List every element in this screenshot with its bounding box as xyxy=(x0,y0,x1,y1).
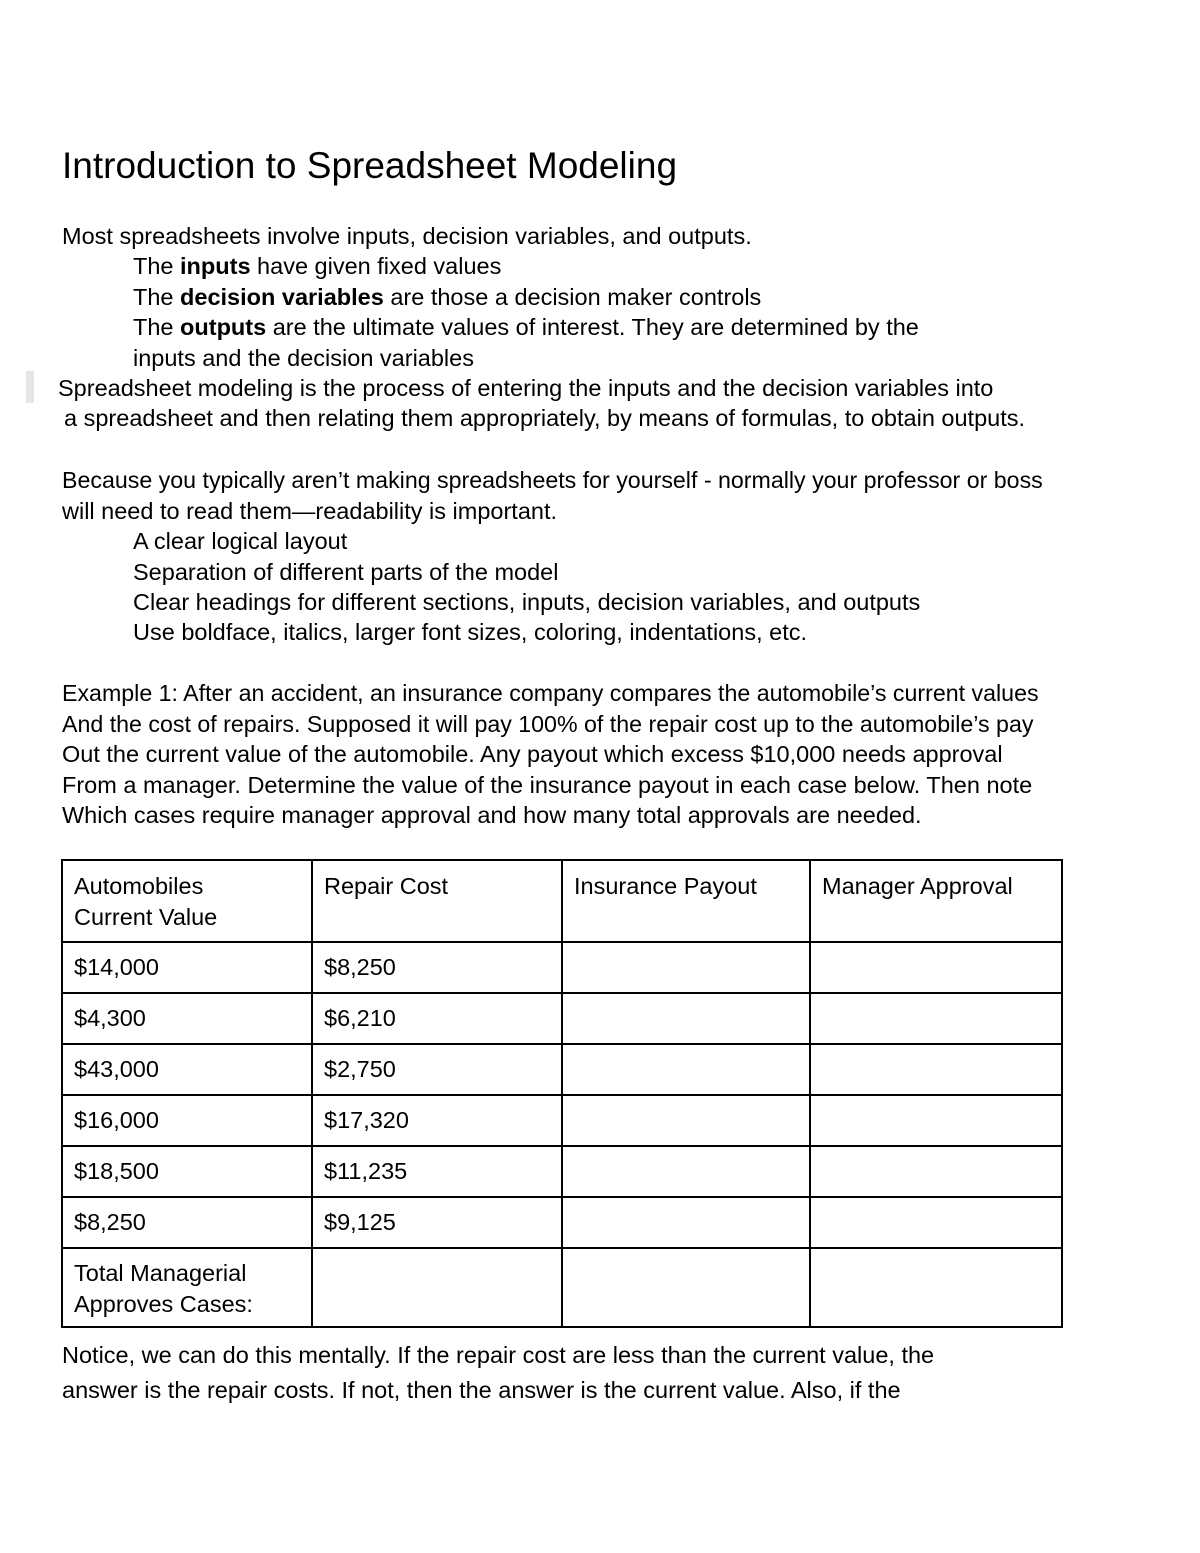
outputs-continuation: inputs and the decision variables xyxy=(133,345,474,371)
total-label-line1: Total Managerial xyxy=(74,1260,247,1286)
readability-line-1: Because you typically aren’t making spreadsheets for yourself - normally your professor or boss xyxy=(62,467,1043,493)
inputs-post: have given fixed values xyxy=(250,253,502,279)
table-total-row xyxy=(62,1248,1062,1327)
table-row xyxy=(62,993,1062,1044)
cell-insurance-payout[interactable] xyxy=(562,1095,810,1146)
readability-item: Use boldface, italics, larger font sizes, coloring, indentations, etc. xyxy=(133,619,808,645)
cell-manager-approval[interactable] xyxy=(810,1044,1062,1095)
decision-pre: The xyxy=(133,284,181,310)
modeling-line-2: a spreadsheet and then relating them appropriately, by means of formulas, to obtain outputs. xyxy=(64,405,1026,431)
cell-current-value: $43,000 xyxy=(62,1044,312,1095)
example-line: Which cases require manager approval and how many total approvals are needed. xyxy=(62,802,922,828)
example-line: From a manager. Determine the value of the insurance payout in each case below. Then note xyxy=(62,772,1033,798)
cell-repair-cost: $2,750 xyxy=(312,1044,562,1095)
inputs-term: inputs xyxy=(180,253,251,279)
page-title: Introduction to Spreadsheet Modeling xyxy=(62,145,678,186)
cell-current-value: $16,000 xyxy=(62,1095,312,1146)
insurance-table xyxy=(61,859,1063,1328)
cell-current-value: $14,000 xyxy=(62,942,312,993)
header-current-value-line2: Current Value xyxy=(74,904,218,930)
header-current-value-line1: Automobiles xyxy=(74,873,204,899)
cell-insurance-payout[interactable] xyxy=(562,942,810,993)
cell-insurance-payout[interactable] xyxy=(562,993,810,1044)
header-insurance-payout: Insurance Payout xyxy=(562,860,810,942)
cell-manager-approval[interactable] xyxy=(810,1197,1062,1248)
readability-item: A clear logical layout xyxy=(133,528,348,554)
cell-current-value: $18,500 xyxy=(62,1146,312,1197)
decision-post: are those a decision maker controls xyxy=(383,284,762,310)
margin-marker xyxy=(26,371,34,403)
outputs-definition xyxy=(133,312,919,342)
table-row xyxy=(62,1146,1062,1197)
table-row xyxy=(62,1044,1062,1095)
readability-line-2: will need to read them—readability is important. xyxy=(62,498,558,524)
intro-line: Most spreadsheets involve inputs, decision variables, and outputs. xyxy=(62,223,752,249)
outputs-term: outputs xyxy=(180,314,267,340)
total-label xyxy=(62,1248,312,1327)
notice-line-1: Notice, we can do this mentally. If the repair cost are less than the current value, the xyxy=(62,1342,935,1368)
cell-repair-cost: $6,210 xyxy=(312,993,562,1044)
cell-manager-approval[interactable] xyxy=(810,993,1062,1044)
readability-item: Separation of different parts of the model xyxy=(133,559,559,585)
cell-insurance-payout[interactable] xyxy=(562,1197,810,1248)
inputs-pre: The xyxy=(133,253,181,279)
notice-line-2: answer is the repair costs. If not, then the answer is the current value. Also, if the xyxy=(62,1377,901,1403)
decision-definition xyxy=(133,282,761,312)
modeling-line-1: Spreadsheet modeling is the process of entering the inputs and the decision variables into xyxy=(58,375,994,401)
outputs-pre: The xyxy=(133,314,181,340)
header-manager-approval: Manager Approval xyxy=(810,860,1062,942)
total-cell[interactable] xyxy=(312,1248,562,1327)
outputs-post: are the ultimate values of interest. They are determined by the xyxy=(266,314,919,340)
cell-repair-cost: $8,250 xyxy=(312,942,562,993)
table-row xyxy=(62,942,1062,993)
cell-current-value: $8,250 xyxy=(62,1197,312,1248)
cell-manager-approval[interactable] xyxy=(810,942,1062,993)
cell-manager-approval[interactable] xyxy=(810,1146,1062,1197)
cell-repair-cost: $17,320 xyxy=(312,1095,562,1146)
header-current-value xyxy=(62,860,312,942)
table-row xyxy=(62,1197,1062,1248)
cell-insurance-payout[interactable] xyxy=(562,1044,810,1095)
header-repair-cost: Repair Cost xyxy=(312,860,562,942)
cell-manager-approval[interactable] xyxy=(810,1095,1062,1146)
inputs-definition xyxy=(133,251,501,281)
cell-repair-cost: $9,125 xyxy=(312,1197,562,1248)
example-line: Out the current value of the automobile. Any payout which excess $10,000 needs approval xyxy=(62,741,1003,767)
decision-term: decision variables xyxy=(180,284,384,310)
example-line: Example 1: After an accident, an insurance company compares the automobile’s current values xyxy=(62,680,1039,706)
table-header-row xyxy=(62,860,1062,942)
cell-current-value: $4,300 xyxy=(62,993,312,1044)
readability-item: Clear headings for different sections, inputs, decision variables, and outputs xyxy=(133,589,921,615)
example-line: And the cost of repairs. Supposed it will pay 100% of the repair cost up to the automobile’s pay xyxy=(62,711,1034,737)
cell-insurance-payout[interactable] xyxy=(562,1146,810,1197)
total-cell[interactable] xyxy=(562,1248,810,1327)
total-label-line2: Approves Cases: xyxy=(74,1291,253,1317)
table-row xyxy=(62,1095,1062,1146)
cell-repair-cost: $11,235 xyxy=(312,1146,562,1197)
total-cell[interactable] xyxy=(810,1248,1062,1327)
